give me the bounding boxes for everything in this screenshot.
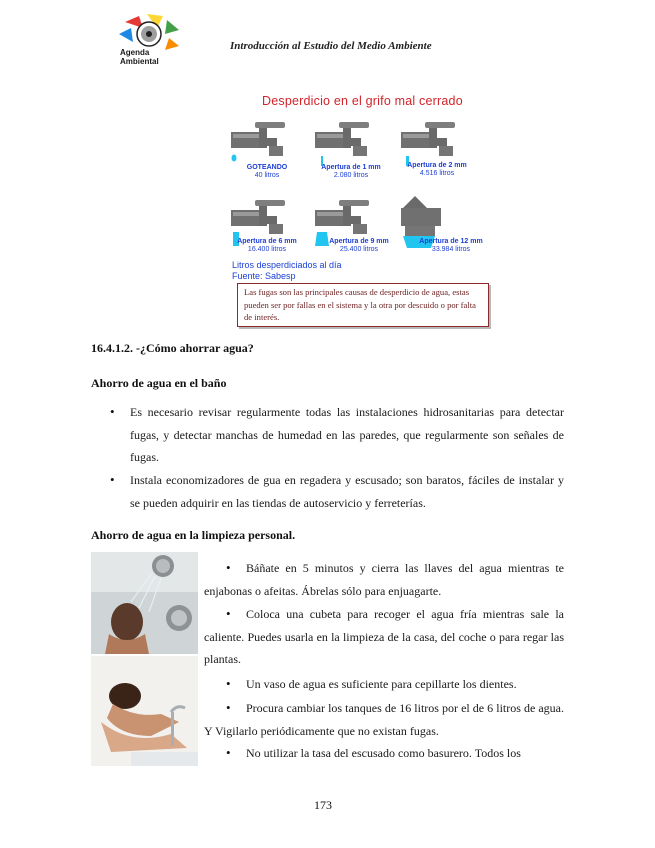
page-number: 173 [314, 798, 332, 812]
faucet-caption-label: Apertura de 12 mm [419, 238, 483, 245]
infographic-callout-text: Las fugas son las principales causas de desperdicio de agua, estas pueden ser por fallas en el sistema y la otra por descuido o por falta de interés. [244, 287, 476, 322]
faucet-caption-value: 2.080 litros [333, 172, 369, 179]
hygiene-item: No utilizar la tasa del escusado como basurero. Todos los [246, 746, 521, 760]
bullet-icon: • [226, 700, 231, 715]
faucet-caption-label: GOTEANDO [246, 164, 288, 171]
faucet-dripping-icon [231, 122, 285, 162]
logo-wordmark [120, 48, 159, 66]
bullet-icon: • [226, 745, 231, 760]
faucet-caption-label: Apertura de 2 mm [407, 162, 467, 169]
infographic-title: Desperdicio en el grifo mal cerrado [262, 94, 463, 108]
bath-heading: Ahorro de agua en el baño [91, 376, 227, 390]
hygiene-item: Procura cambiar los tanques de 16 litros por el de 6 litros de agua. Y Vigilarlo periódicamente que no existan fugas. [204, 701, 564, 738]
section-heading: 16.4.1.2. -¿Cómo ahorrar agua? [91, 341, 254, 355]
bullet-icon: • [226, 560, 231, 575]
faucet-caption-value: 40 litros [254, 172, 280, 179]
faucet-caption-label: Apertura de 6 mm [237, 238, 297, 245]
shower-photo [91, 552, 198, 654]
logo-wordmark-line1: Agenda [120, 48, 150, 57]
bullet-icon: • [110, 404, 115, 419]
bath-item: Es necesario revisar regularmente todas las instalaciones hidrosanitarias para detectar fugas, y detectar manchas de humedad en las paredes, que regularmente son señales de fugas. [130, 405, 564, 464]
faucet-caption [318, 238, 400, 254]
faucet-caption [396, 162, 478, 178]
faucet-caption-label: Apertura de 1 mm [321, 164, 381, 171]
faucet-caption [310, 164, 392, 180]
running-header: Introducción al Estudio del Medio Ambiente [230, 40, 432, 52]
logo-wordmark-line2: Ambiental [120, 57, 159, 66]
faucet-caption [410, 238, 492, 254]
faucet-caption [226, 164, 308, 180]
faucet-caption-value: 25.400 litros [339, 246, 379, 253]
hygiene-item: Coloca una cubeta para recoger el agua fría mientras sale la caliente. Puedes usarla en la limpieza de la casa, del coche o para regar las plantas. [204, 607, 564, 666]
bullet-icon: • [226, 606, 231, 621]
hygiene-item: Báñate en 5 minutos y cierra las llaves del agua mientras te enjabonas o afeitas. Ábrelas sólo para enjuagarte. [204, 561, 564, 598]
infographic-source: Fuente: Sabesp [232, 271, 296, 281]
hygiene-item: Un vaso de agua es suficiente para cepillarte los dientes. [246, 677, 517, 691]
bullet-icon: • [226, 676, 231, 691]
faucet-caption-label: Apertura de 9 mm [329, 238, 389, 245]
faucet-infographic [225, 92, 495, 284]
faucet-caption-value: 33.984 litros [431, 246, 471, 253]
infographic-note: Litros desperdiciados al día [232, 260, 342, 270]
bullet-icon: • [110, 472, 115, 487]
faucet-caption-value: 4.516 litros [419, 170, 455, 177]
bath-item: Instala economizadores de gua en regadera y escusado; son baratos, fáciles de instalar y se pueden adquirir en las tiendas de autoservicio y ferreterías. [130, 473, 564, 510]
faucet-caption [226, 238, 308, 254]
faucet-1mm-icon [315, 122, 369, 166]
face-wash-photo [91, 656, 198, 766]
hygiene-heading: Ahorro de agua en la limpieza personal. [91, 528, 296, 542]
faucet-2mm-icon [401, 122, 455, 166]
faucet-caption-value: 16.400 litros [247, 246, 287, 253]
